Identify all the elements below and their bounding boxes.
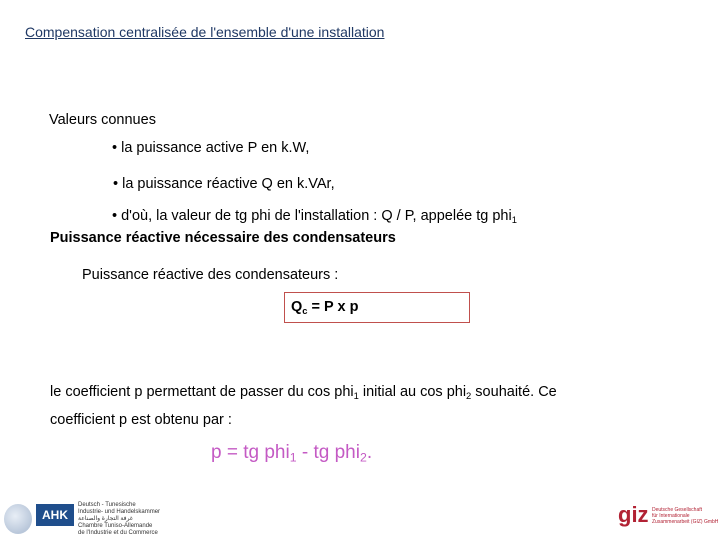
p-formula-a: p = tg phi	[211, 442, 290, 463]
slide-title: Compensation centralisée de l'ensemble d'une installation	[25, 24, 385, 40]
para-text-c: souhaité. Ce	[471, 384, 557, 400]
p-formula-sub2: 2	[359, 450, 367, 465]
bullet-tg-phi	[112, 208, 517, 224]
p-formula-c: .	[366, 442, 373, 463]
ahk-logo	[4, 502, 161, 536]
ahk-emblem-icon	[4, 504, 32, 534]
ahk-abbr: AHK	[36, 504, 74, 526]
para-text-a: le coefficient p permettant de passer du cos phi	[50, 384, 354, 400]
coefficient-paragraph-line1	[50, 384, 557, 400]
bullet-reactive-power: • la puissance réactive Q en k.VAr,	[113, 176, 335, 192]
giz-text: Deutsche Gesellschaft für Internationale Zusammenarbeit (GIZ) GmbH	[652, 507, 719, 525]
qc-formula	[291, 299, 358, 315]
ahk-text: Deutsch - Tunesische Industrie- und Handelskammer غرفة التجارة والصناعة Chambre Tuniso-Allemande de l'Industrie et du Commerce	[78, 502, 161, 536]
known-values-heading: Valeurs connues	[49, 112, 156, 128]
coefficient-paragraph-line2: coefficient p est obtenu par :	[50, 412, 232, 428]
qc-expression: = P x p	[307, 299, 359, 315]
p-formula	[211, 442, 372, 464]
bullet-tg-phi-text: • d'où, la valeur de tg phi de l'installation : Q / P, appelée tg phi	[112, 208, 512, 224]
qc-subscript: c	[302, 304, 308, 316]
p-formula-b: - tg phi	[296, 442, 360, 463]
para-sub-1: 1	[353, 389, 359, 401]
p-formula-sub1: 1	[289, 450, 297, 465]
bullet-active-power: • la puissance active P en k.W,	[112, 140, 310, 156]
bullet-tg-phi-subscript: 1	[511, 213, 517, 225]
para-text-b: initial au cos phi	[358, 384, 467, 400]
para-sub-2: 2	[466, 389, 472, 401]
giz-logo	[618, 502, 718, 532]
capacitor-power-label: Puissance réactive des condensateurs :	[82, 267, 339, 283]
giz-abbr: giz	[618, 502, 649, 527]
needed-power-heading: Puissance réactive nécessaire des condensateurs	[50, 230, 396, 246]
qc-symbol: Q	[291, 299, 303, 315]
